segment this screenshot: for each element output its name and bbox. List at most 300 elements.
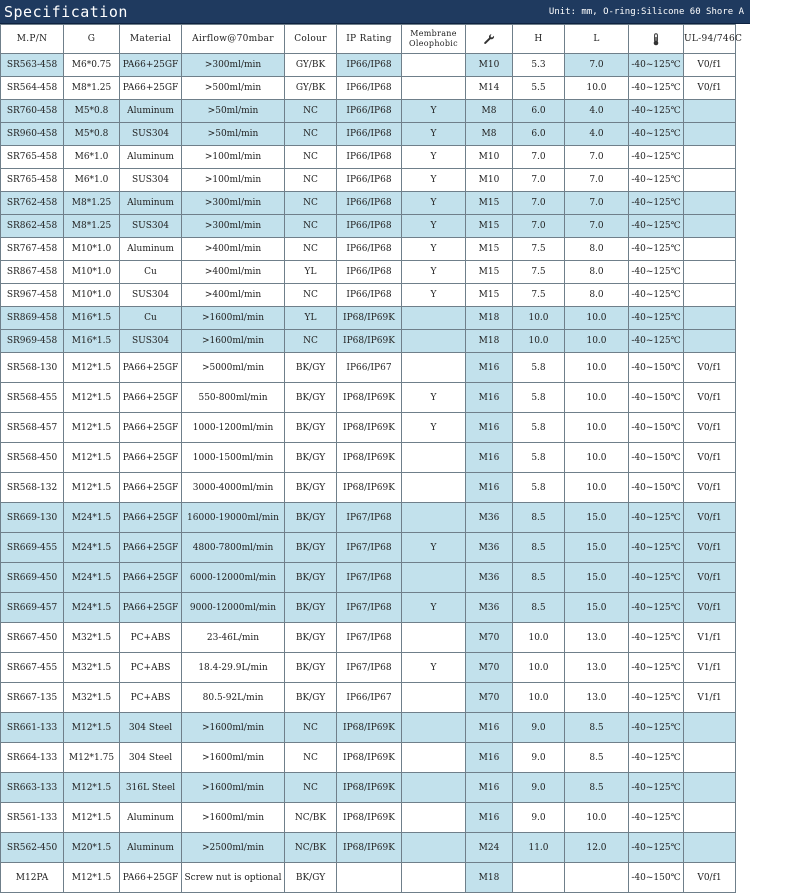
cell-wrench-size: M16	[466, 743, 513, 773]
cell-wrench-size: M15	[466, 215, 513, 238]
cell-length: 13.0	[565, 683, 629, 713]
cell-ip-rating: IP66/IP68	[337, 215, 402, 238]
cell-material: PA66+25GF	[120, 413, 182, 443]
cell-ul-rating	[684, 261, 736, 284]
cell-membrane	[402, 330, 466, 353]
cell-ul-rating	[684, 192, 736, 215]
cell-ip-rating: IP66/IP68	[337, 261, 402, 284]
cell-temperature: -40~125℃	[629, 307, 684, 330]
cell-airflow: Screw nut is optional	[182, 863, 285, 893]
cell-length: 8.0	[565, 284, 629, 307]
cell-wrench-size: M16	[466, 353, 513, 383]
cell-length	[565, 863, 629, 893]
table-row	[1, 261, 791, 284]
cell-wrench-size: M16	[466, 443, 513, 473]
cell-thread: M12*1.5	[64, 863, 120, 893]
cell-membrane	[402, 54, 466, 77]
cell-wrench-size: M36	[466, 533, 513, 563]
cell-material: Aluminum	[120, 833, 182, 863]
cell-mpn: SR564-458	[1, 77, 64, 100]
cell-height: 6.0	[513, 123, 565, 146]
cell-ip-rating: IP68/IP69K	[337, 413, 402, 443]
cell-ul-rating: V1/f1	[684, 623, 736, 653]
cell-membrane: Y	[402, 192, 466, 215]
cell-length: 7.0	[565, 215, 629, 238]
cell-airflow: 16000-19000ml/min	[182, 503, 285, 533]
col-mpn: M.P/N	[1, 25, 64, 54]
wrench-icon	[483, 33, 495, 45]
col-colour: Colour	[285, 25, 337, 54]
cell-temperature: -40~125℃	[629, 261, 684, 284]
cell-airflow: 1000-1200ml/min	[182, 413, 285, 443]
cell-airflow: >400ml/min	[182, 261, 285, 284]
col-ip-rating: IP Rating	[337, 25, 402, 54]
cell-ip-rating: IP68/IP69K	[337, 443, 402, 473]
cell-membrane	[402, 833, 466, 863]
cell-ul-rating: V0/f1	[684, 443, 736, 473]
cell-thread: M24*1.5	[64, 563, 120, 593]
cell-temperature: -40~125℃	[629, 169, 684, 192]
cell-membrane	[402, 563, 466, 593]
table-row	[1, 54, 791, 77]
cell-colour: BK/GY	[285, 353, 337, 383]
cell-airflow: >50ml/min	[182, 100, 285, 123]
table-row	[1, 473, 791, 503]
cell-material: Cu	[120, 307, 182, 330]
cell-thread: M12*1.5	[64, 713, 120, 743]
cell-colour: YL	[285, 261, 337, 284]
table-row	[1, 713, 791, 743]
cell-material: PA66+25GF	[120, 563, 182, 593]
cell-length: 10.0	[565, 803, 629, 833]
cell-thread: M6*1.0	[64, 146, 120, 169]
cell-thread: M32*1.5	[64, 623, 120, 653]
cell-ip-rating: IP66/IP68	[337, 77, 402, 100]
cell-length: 13.0	[565, 653, 629, 683]
cell-height: 10.0	[513, 653, 565, 683]
cell-ul-rating: V1/f1	[684, 653, 736, 683]
cell-colour: NC	[285, 238, 337, 261]
cell-length: 8.5	[565, 743, 629, 773]
cell-airflow: 23-46L/min	[182, 623, 285, 653]
cell-material: PC+ABS	[120, 653, 182, 683]
cell-colour: NC	[285, 330, 337, 353]
cell-membrane: Y	[402, 215, 466, 238]
cell-ul-rating: V0/f1	[684, 383, 736, 413]
cell-mpn: SR669-455	[1, 533, 64, 563]
cell-height: 9.0	[513, 773, 565, 803]
cell-material: Aluminum	[120, 146, 182, 169]
cell-membrane: Y	[402, 284, 466, 307]
cell-colour: BK/GY	[285, 413, 337, 443]
cell-wrench-size: M18	[466, 307, 513, 330]
cell-length: 10.0	[565, 383, 629, 413]
cell-material: PA66+25GF	[120, 353, 182, 383]
cell-mpn: SR664-133	[1, 743, 64, 773]
cell-wrench-size: M16	[466, 473, 513, 503]
cell-colour: BK/GY	[285, 533, 337, 563]
col-g: G	[64, 25, 120, 54]
cell-colour: NC	[285, 773, 337, 803]
cell-colour: BK/GY	[285, 443, 337, 473]
cell-thread: M16*1.5	[64, 307, 120, 330]
cell-temperature: -40~125℃	[629, 593, 684, 623]
cell-height: 5.8	[513, 353, 565, 383]
cell-length: 8.5	[565, 713, 629, 743]
cell-airflow: 4800-7800ml/min	[182, 533, 285, 563]
cell-wrench-size: M15	[466, 238, 513, 261]
cell-ul-rating: V0/f1	[684, 54, 736, 77]
cell-material: PA66+25GF	[120, 533, 182, 563]
cell-wrench-size: M70	[466, 653, 513, 683]
cell-airflow: >1600ml/min	[182, 743, 285, 773]
table-row	[1, 284, 791, 307]
cell-length: 4.0	[565, 100, 629, 123]
table-row	[1, 383, 791, 413]
cell-airflow: >1600ml/min	[182, 330, 285, 353]
cell-mpn: SR661-133	[1, 713, 64, 743]
table-row	[1, 803, 791, 833]
table-row	[1, 123, 791, 146]
cell-temperature: -40~125℃	[629, 284, 684, 307]
page-title: Specification	[4, 2, 128, 21]
cell-ip-rating: IP67/IP68	[337, 503, 402, 533]
thermometer-icon	[652, 33, 660, 46]
cell-membrane: Y	[402, 383, 466, 413]
cell-material: SUS304	[120, 330, 182, 353]
table-row	[1, 563, 791, 593]
cell-ul-rating	[684, 146, 736, 169]
cell-membrane: Y	[402, 653, 466, 683]
cell-thread: M12*1.5	[64, 473, 120, 503]
cell-ul-rating	[684, 238, 736, 261]
cell-ul-rating	[684, 307, 736, 330]
cell-colour: NC	[285, 284, 337, 307]
cell-temperature: -40~125℃	[629, 563, 684, 593]
cell-ul-rating: V0/f1	[684, 413, 736, 443]
cell-membrane	[402, 863, 466, 893]
table-row	[1, 413, 791, 443]
cell-mpn: SR969-458	[1, 330, 64, 353]
cell-material: 304 Steel	[120, 713, 182, 743]
cell-temperature: -40~125℃	[629, 77, 684, 100]
cell-colour: NC	[285, 123, 337, 146]
cell-length: 15.0	[565, 533, 629, 563]
table-row	[1, 443, 791, 473]
cell-mpn: SR765-458	[1, 169, 64, 192]
cell-mpn: SR960-458	[1, 123, 64, 146]
cell-height: 7.5	[513, 261, 565, 284]
cell-ul-rating	[684, 833, 736, 863]
cell-length: 13.0	[565, 623, 629, 653]
cell-membrane	[402, 623, 466, 653]
cell-height	[513, 863, 565, 893]
cell-airflow: >1600ml/min	[182, 713, 285, 743]
cell-height: 5.8	[513, 443, 565, 473]
cell-temperature: -40~125℃	[629, 146, 684, 169]
cell-material: PC+ABS	[120, 623, 182, 653]
cell-wrench-size: M70	[466, 623, 513, 653]
cell-thread: M12*1.5	[64, 443, 120, 473]
cell-thread: M12*1.5	[64, 353, 120, 383]
table-row	[1, 503, 791, 533]
cell-membrane	[402, 353, 466, 383]
cell-thread: M12*1.5	[64, 383, 120, 413]
cell-ul-rating	[684, 284, 736, 307]
cell-height: 7.5	[513, 284, 565, 307]
cell-material: PA66+25GF	[120, 503, 182, 533]
cell-airflow: >2500ml/min	[182, 833, 285, 863]
cell-ul-rating	[684, 743, 736, 773]
cell-length: 10.0	[565, 307, 629, 330]
cell-mpn: SR867-458	[1, 261, 64, 284]
cell-ul-rating	[684, 123, 736, 146]
cell-thread: M10*1.0	[64, 284, 120, 307]
cell-length: 15.0	[565, 593, 629, 623]
cell-membrane	[402, 713, 466, 743]
cell-thread: M6*0.75	[64, 54, 120, 77]
table-row	[1, 192, 791, 215]
cell-temperature: -40~150℃	[629, 473, 684, 503]
cell-ip-rating: IP66/IP68	[337, 100, 402, 123]
cell-temperature: -40~150℃	[629, 353, 684, 383]
cell-wrench-size: M16	[466, 773, 513, 803]
cell-ul-rating	[684, 803, 736, 833]
cell-ip-rating	[337, 863, 402, 893]
title-bar	[0, 0, 750, 24]
col-h: H	[513, 25, 565, 54]
cell-airflow: >1600ml/min	[182, 307, 285, 330]
cell-length: 7.0	[565, 169, 629, 192]
cell-material: Aluminum	[120, 192, 182, 215]
cell-membrane: Y	[402, 593, 466, 623]
cell-ul-rating: V1/f1	[684, 683, 736, 713]
cell-colour: NC	[285, 146, 337, 169]
cell-airflow: >100ml/min	[182, 169, 285, 192]
cell-material: SUS304	[120, 284, 182, 307]
cell-temperature: -40~125℃	[629, 54, 684, 77]
cell-height: 7.0	[513, 215, 565, 238]
cell-length: 10.0	[565, 330, 629, 353]
cell-height: 8.5	[513, 593, 565, 623]
cell-thread: M32*1.5	[64, 683, 120, 713]
cell-airflow: 9000-12000ml/min	[182, 593, 285, 623]
table-row	[1, 238, 791, 261]
cell-colour: YL	[285, 307, 337, 330]
cell-colour: BK/GY	[285, 473, 337, 503]
cell-mpn: SR869-458	[1, 307, 64, 330]
cell-colour: BK/GY	[285, 593, 337, 623]
cell-ip-rating: IP68/IP69K	[337, 383, 402, 413]
cell-membrane: Y	[402, 123, 466, 146]
cell-airflow: >300ml/min	[182, 215, 285, 238]
cell-height: 9.0	[513, 803, 565, 833]
cell-length: 10.0	[565, 413, 629, 443]
cell-mpn: SR667-450	[1, 623, 64, 653]
cell-mpn: SR561-133	[1, 803, 64, 833]
cell-ip-rating: IP68/IP69K	[337, 833, 402, 863]
cell-material: Cu	[120, 261, 182, 284]
cell-length: 8.5	[565, 773, 629, 803]
cell-membrane	[402, 743, 466, 773]
table-row	[1, 215, 791, 238]
col-l: L	[565, 25, 629, 54]
cell-ul-rating: V0/f1	[684, 563, 736, 593]
cell-wrench-size: M8	[466, 123, 513, 146]
cell-ul-rating: V0/f1	[684, 533, 736, 563]
cell-temperature: -40~125℃	[629, 743, 684, 773]
cell-ip-rating: IP66/IP68	[337, 54, 402, 77]
cell-temperature: -40~125℃	[629, 192, 684, 215]
cell-ul-rating	[684, 169, 736, 192]
table-row	[1, 593, 791, 623]
cell-airflow: >5000ml/min	[182, 353, 285, 383]
cell-thread: M12*1.5	[64, 773, 120, 803]
cell-height: 5.8	[513, 383, 565, 413]
cell-ip-rating: IP67/IP68	[337, 533, 402, 563]
cell-ip-rating: IP66/IP68	[337, 192, 402, 215]
cell-mpn: SR568-130	[1, 353, 64, 383]
cell-thread: M10*1.0	[64, 261, 120, 284]
cell-airflow: >300ml/min	[182, 192, 285, 215]
col-membrane	[402, 25, 466, 54]
cell-height: 8.5	[513, 563, 565, 593]
cell-height: 5.8	[513, 413, 565, 443]
cell-material: PA66+25GF	[120, 443, 182, 473]
cell-colour: NC	[285, 743, 337, 773]
cell-length: 10.0	[565, 473, 629, 503]
cell-temperature: -40~125℃	[629, 123, 684, 146]
cell-height: 5.8	[513, 473, 565, 503]
cell-temperature: -40~125℃	[629, 713, 684, 743]
cell-membrane	[402, 503, 466, 533]
cell-airflow: >1600ml/min	[182, 773, 285, 803]
cell-material: Aluminum	[120, 803, 182, 833]
cell-ip-rating: IP67/IP68	[337, 623, 402, 653]
cell-colour: BK/GY	[285, 683, 337, 713]
cell-mpn: SR563-458	[1, 54, 64, 77]
cell-length: 8.0	[565, 238, 629, 261]
cell-colour: NC/BK	[285, 833, 337, 863]
cell-ip-rating: IP66/IP68	[337, 284, 402, 307]
cell-airflow: >400ml/min	[182, 284, 285, 307]
cell-wrench-size: M16	[466, 413, 513, 443]
cell-ip-rating: IP68/IP69K	[337, 307, 402, 330]
cell-material: 304 Steel	[120, 743, 182, 773]
cell-length: 10.0	[565, 443, 629, 473]
cell-membrane	[402, 773, 466, 803]
cell-membrane: Y	[402, 146, 466, 169]
cell-ul-rating: V0/f1	[684, 77, 736, 100]
table-row	[1, 743, 791, 773]
cell-ul-rating	[684, 100, 736, 123]
cell-ip-rating: IP68/IP69K	[337, 803, 402, 833]
cell-membrane: Y	[402, 169, 466, 192]
cell-material: 316L Steel	[120, 773, 182, 803]
cell-ip-rating: IP68/IP69K	[337, 713, 402, 743]
cell-ul-rating	[684, 330, 736, 353]
cell-colour: NC	[285, 192, 337, 215]
table-row	[1, 100, 791, 123]
cell-thread: M12*1.5	[64, 803, 120, 833]
cell-airflow: 18.4-29.9L/min	[182, 653, 285, 683]
cell-membrane: Y	[402, 533, 466, 563]
cell-wrench-size: M8	[466, 100, 513, 123]
cell-mpn: SR667-135	[1, 683, 64, 713]
cell-mpn: SR760-458	[1, 100, 64, 123]
cell-colour: GY/BK	[285, 54, 337, 77]
cell-wrench-size: M10	[466, 169, 513, 192]
cell-ul-rating: V0/f1	[684, 863, 736, 893]
cell-ul-rating: V0/f1	[684, 593, 736, 623]
cell-mpn: SR568-455	[1, 383, 64, 413]
cell-ip-rating: IP66/IP67	[337, 353, 402, 383]
cell-length: 15.0	[565, 563, 629, 593]
cell-thread: M5*0.8	[64, 123, 120, 146]
cell-mpn: SR669-457	[1, 593, 64, 623]
table-row	[1, 833, 791, 863]
cell-colour: BK/GY	[285, 623, 337, 653]
cell-height: 7.0	[513, 169, 565, 192]
cell-ip-rating: IP67/IP68	[337, 653, 402, 683]
cell-ul-rating: V0/f1	[684, 353, 736, 383]
cell-airflow: >400ml/min	[182, 238, 285, 261]
cell-mpn: SR568-450	[1, 443, 64, 473]
cell-ip-rating: IP66/IP68	[337, 146, 402, 169]
cell-mpn: SR562-450	[1, 833, 64, 863]
table-row	[1, 146, 791, 169]
cell-mpn: SR967-458	[1, 284, 64, 307]
cell-thread: M24*1.5	[64, 593, 120, 623]
cell-wrench-size: M15	[466, 192, 513, 215]
cell-height: 5.3	[513, 54, 565, 77]
cell-airflow: 80.5-92L/min	[182, 683, 285, 713]
cell-material: Aluminum	[120, 238, 182, 261]
cell-mpn: SR669-450	[1, 563, 64, 593]
cell-colour: GY/BK	[285, 77, 337, 100]
col-temp	[629, 25, 684, 54]
cell-height: 8.5	[513, 503, 565, 533]
table-row	[1, 653, 791, 683]
cell-mpn: SR568-457	[1, 413, 64, 443]
unit-note: Unit: mm, O-ring:Silicone 60 Shore A	[548, 6, 744, 17]
cell-wrench-size: M70	[466, 683, 513, 713]
cell-height: 8.5	[513, 533, 565, 563]
cell-ul-rating: V0/f1	[684, 503, 736, 533]
cell-colour: NC	[285, 713, 337, 743]
cell-length: 10.0	[565, 77, 629, 100]
table-row	[1, 330, 791, 353]
cell-wrench-size: M24	[466, 833, 513, 863]
cell-thread: M12*1.75	[64, 743, 120, 773]
cell-ul-rating	[684, 215, 736, 238]
cell-mpn: SR669-130	[1, 503, 64, 533]
cell-ip-rating: IP66/IP68	[337, 169, 402, 192]
cell-ip-rating: IP66/IP68	[337, 123, 402, 146]
cell-material: PA66+25GF	[120, 383, 182, 413]
cell-height: 10.0	[513, 683, 565, 713]
cell-mpn: SR762-458	[1, 192, 64, 215]
table-row	[1, 773, 791, 803]
cell-temperature: -40~125℃	[629, 238, 684, 261]
table-row	[1, 683, 791, 713]
table-row	[1, 307, 791, 330]
cell-length: 15.0	[565, 503, 629, 533]
cell-colour: NC	[285, 169, 337, 192]
cell-colour: BK/GY	[285, 383, 337, 413]
cell-wrench-size: M36	[466, 563, 513, 593]
cell-ip-rating: IP68/IP69K	[337, 330, 402, 353]
